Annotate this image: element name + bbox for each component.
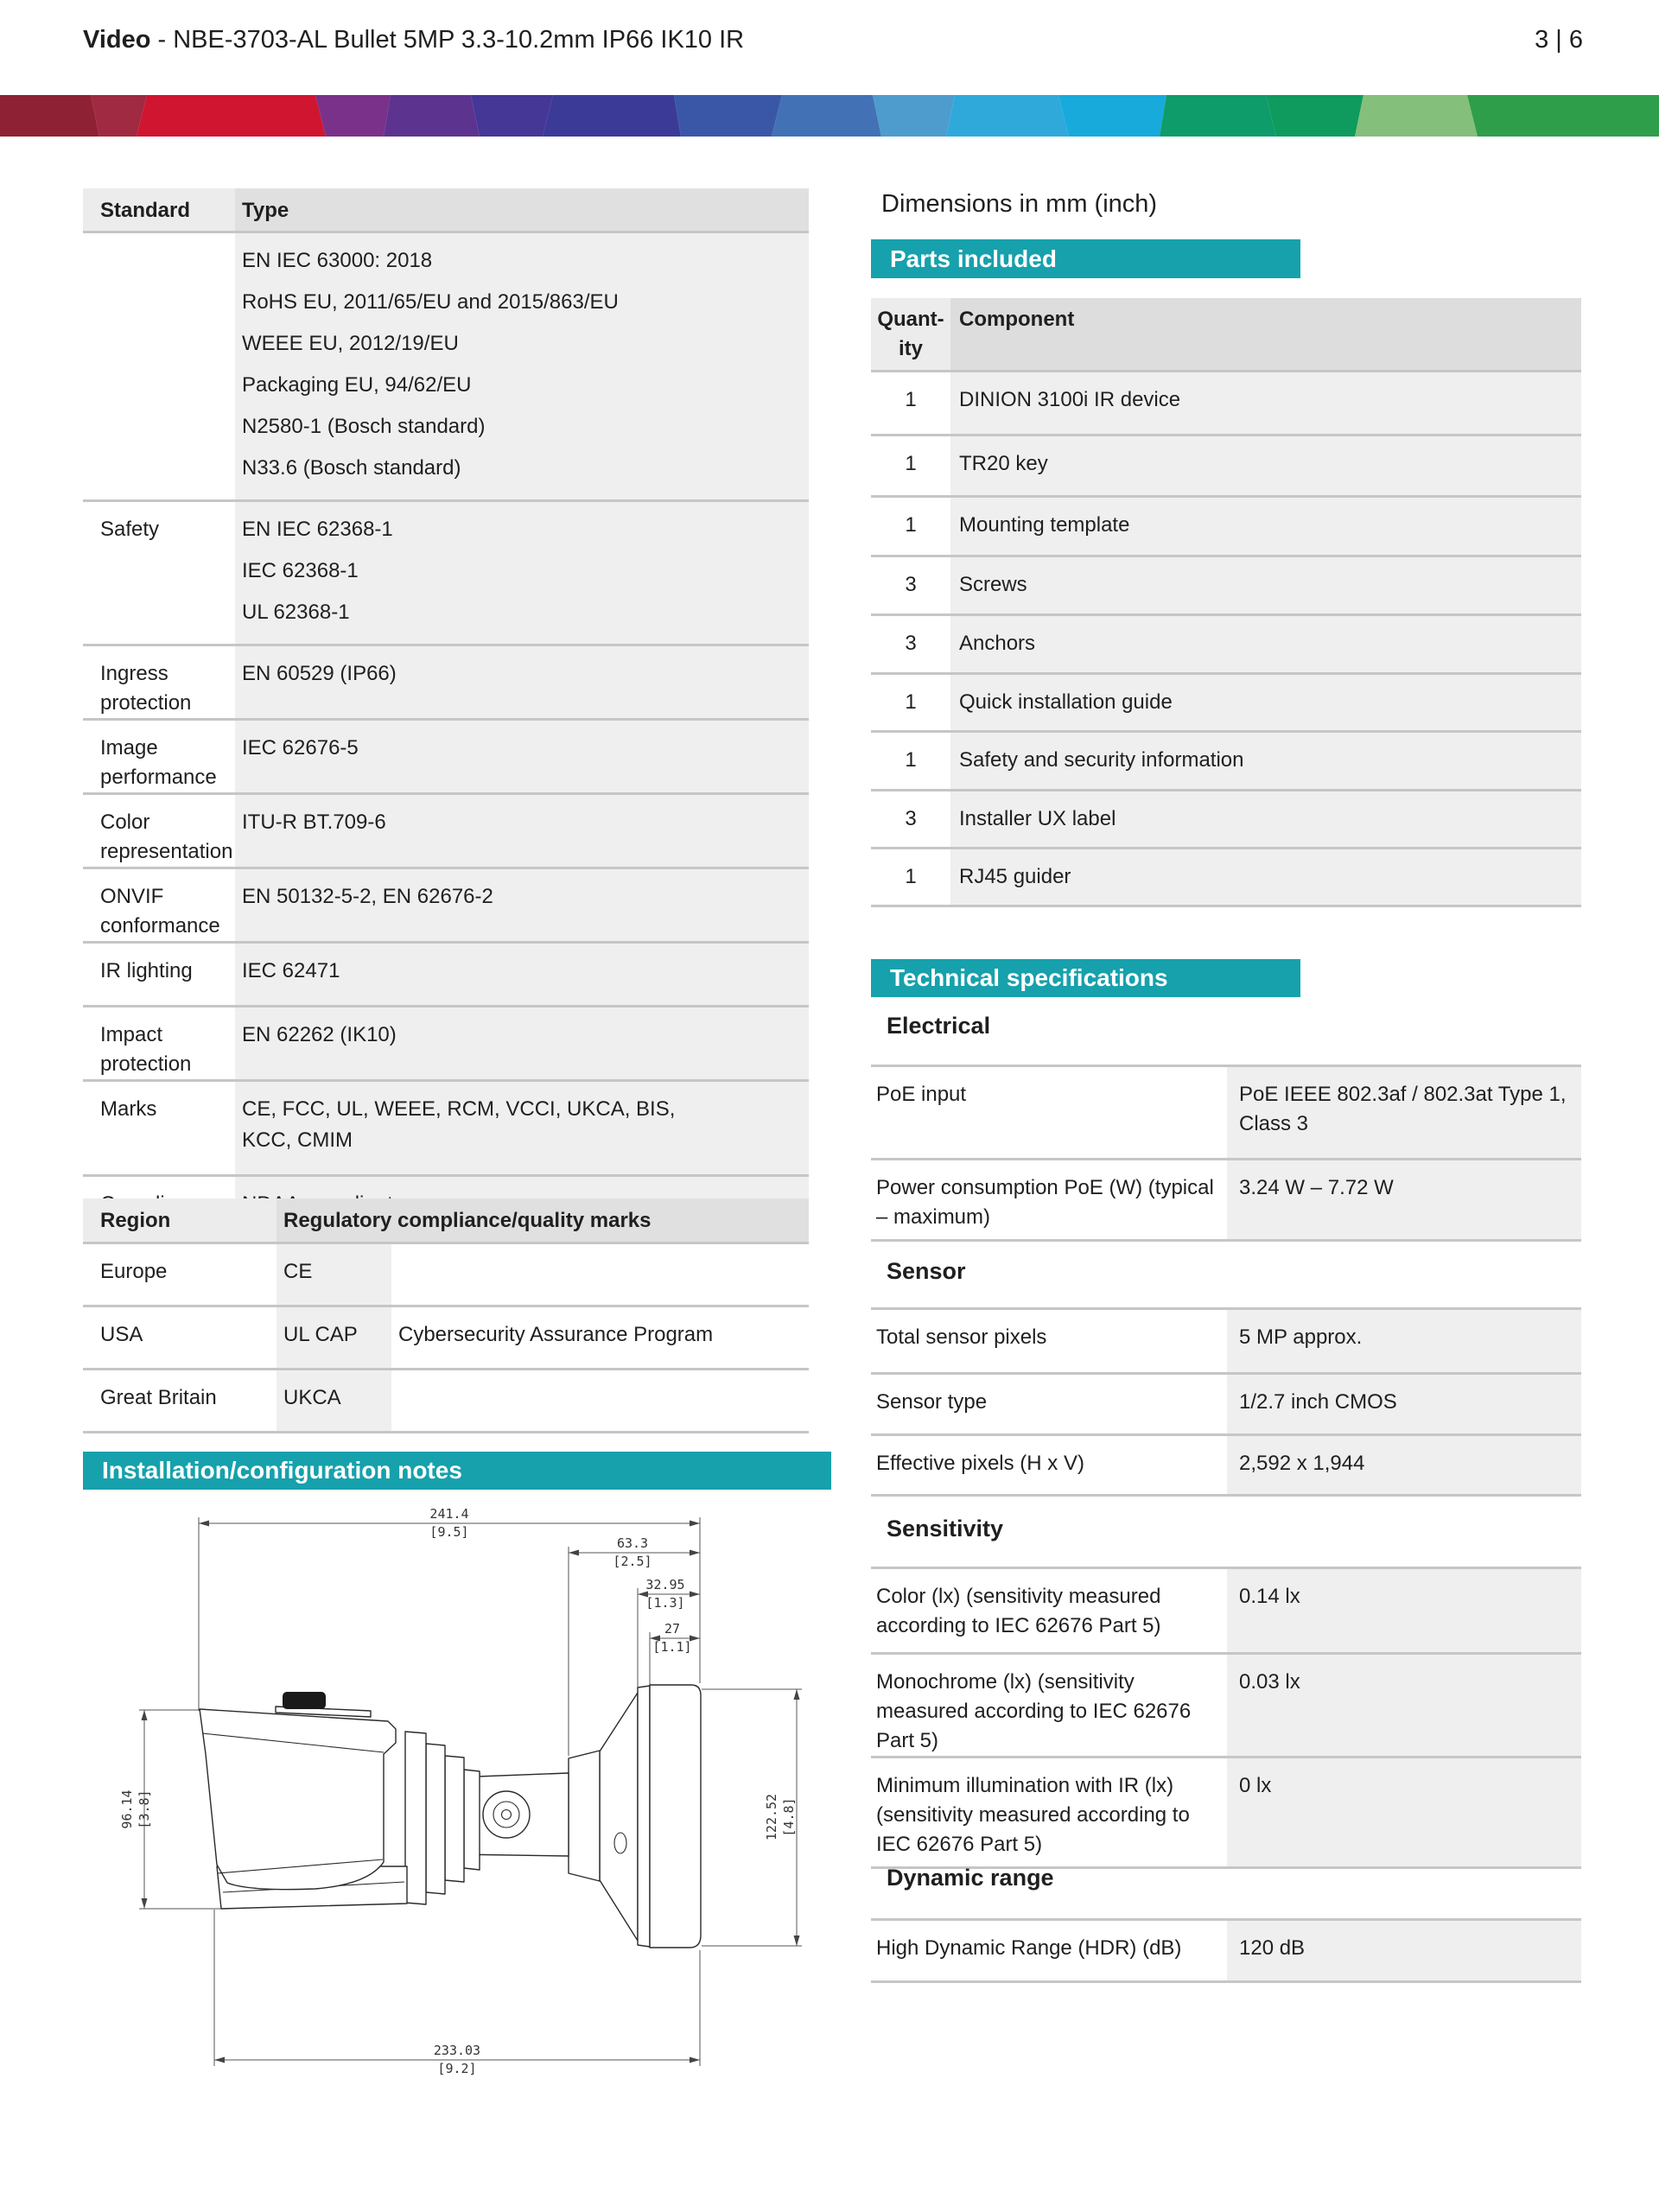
row-label: Ingress protection <box>83 646 235 718</box>
mount-funnel <box>600 1693 638 1941</box>
dim-label: 27 <box>664 1621 681 1637</box>
value-line: WEEE EU, 2012/19/EU <box>242 332 459 355</box>
region-name: Great Britain <box>83 1370 276 1431</box>
row-value <box>235 1082 809 1174</box>
row-label: Image performance <box>83 721 235 792</box>
rear-collar <box>464 1770 480 1870</box>
row-value <box>235 869 809 941</box>
color-segment <box>1160 95 1276 137</box>
mount-plate-outer <box>650 1685 701 1948</box>
table-row <box>83 499 809 644</box>
spec-label: Power consumption PoE (W) (typical – maximum) <box>871 1160 1227 1239</box>
table-row <box>871 555 1581 613</box>
spec-row <box>871 1569 1581 1652</box>
spec-label: High Dynamic Range (HDR) (dB) <box>871 1921 1227 1980</box>
dimension-drawing <box>86 1503 864 2143</box>
table-row <box>871 789 1581 847</box>
table-row <box>83 1368 809 1431</box>
row-label: Impact protection <box>83 1007 235 1079</box>
value-line: N33.6 (Bosch standard) <box>242 456 461 480</box>
table-row <box>83 867 809 941</box>
spec-value: 5 MP approx. <box>1227 1310 1581 1372</box>
parts-table-header <box>871 298 1581 370</box>
part-name: RJ45 guider <box>950 849 1581 905</box>
table-row <box>83 792 809 867</box>
electrical-table <box>871 1065 1581 1242</box>
part-qty: 1 <box>871 675 950 730</box>
dim-label: 32.95 <box>645 1577 685 1592</box>
table-row <box>871 495 1581 555</box>
spec-value: 2,592 x 1,944 <box>1227 1436 1581 1494</box>
sensor-table <box>871 1307 1581 1497</box>
value-line: EN IEC 63000: 2018 <box>242 249 433 272</box>
row-label: ONVIF conformance <box>83 869 235 941</box>
dimensions-note: Dimensions in mm (inch) <box>881 190 1158 218</box>
part-qty: 1 <box>871 498 950 555</box>
adjustment-knob <box>283 1692 326 1709</box>
camera-outline <box>200 1685 701 1948</box>
value-line: KCC, CMIM <box>242 1128 353 1152</box>
row-label: IR lighting <box>83 944 235 1005</box>
dim-label: [9.2] <box>437 2061 477 2076</box>
value-line: IEC 62471 <box>242 959 340 982</box>
install-notes-band <box>83 1452 831 1490</box>
color-segment <box>772 95 881 137</box>
part-qty: 3 <box>871 791 950 847</box>
region-mark: UKCA <box>276 1370 391 1431</box>
row-label <box>83 233 235 499</box>
spec-row <box>871 1310 1581 1372</box>
dim-label: 63.3 <box>616 1535 649 1551</box>
region-mark: UL CAP <box>276 1307 391 1368</box>
tech-specs-title: Technical specifications <box>890 964 1168 991</box>
row-value <box>235 502 809 644</box>
rear-ring-3 <box>445 1756 464 1882</box>
table-row <box>83 941 809 1005</box>
value-line: CE, FCC, UL, WEEE, RCM, VCCI, UKCA, BIS, <box>242 1097 676 1121</box>
table-row <box>871 847 1581 905</box>
region-table <box>83 1198 809 1433</box>
spec-value: 120 dB <box>1227 1921 1581 1980</box>
part-name: Screws <box>950 557 1581 613</box>
value-line: IEC 62676-5 <box>242 736 359 760</box>
region-note <box>391 1370 809 1431</box>
ball-joint <box>483 1791 530 1838</box>
dim-label: [4.8] <box>781 1797 797 1837</box>
part-qty: 3 <box>871 557 950 613</box>
value-line: RoHS EU, 2011/65/EU and 2015/863/EU <box>242 290 619 314</box>
section-heading-electrical: Electrical <box>887 1013 991 1039</box>
spec-value: 3.24 W – 7.72 W <box>1227 1160 1581 1239</box>
spec-label: Color (lx) (sensitivity measured according to IEC 62676 Part 5) <box>871 1569 1227 1652</box>
table-row <box>871 370 1581 434</box>
spec-label: Sensor type <box>871 1375 1227 1433</box>
header-category: Video <box>83 26 151 54</box>
section-heading-sensitivity: Sensitivity <box>887 1516 1004 1541</box>
mount-bracket <box>569 1751 600 1881</box>
spec-label: PoE input <box>871 1067 1227 1158</box>
header-separator: - <box>150 26 174 54</box>
quantity-col-header <box>871 298 950 370</box>
section-heading-sensor: Sensor <box>887 1258 966 1284</box>
page-number: 3 | 6 <box>1535 26 1583 54</box>
spec-row <box>871 1067 1581 1158</box>
rear-ring-2 <box>426 1744 445 1894</box>
header-line: Quant- <box>877 308 944 331</box>
install-notes-title: Installation/configuration notes <box>102 1457 462 1484</box>
table-row <box>871 730 1581 789</box>
table-row <box>83 231 809 499</box>
part-qty: 1 <box>871 849 950 905</box>
spec-label: Effective pixels (H x V) <box>871 1436 1227 1494</box>
spec-row <box>871 1158 1581 1239</box>
value-line: ITU-R BT.709-6 <box>242 810 386 834</box>
dim-label: 122.52 <box>764 1793 779 1841</box>
row-value <box>235 721 809 792</box>
color-segment <box>873 95 955 137</box>
spec-row <box>871 1756 1581 1866</box>
color-segment <box>1467 95 1659 137</box>
spec-value: 0.03 lx <box>1227 1655 1581 1756</box>
part-qty: 1 <box>871 372 950 434</box>
spec-row <box>871 1652 1581 1756</box>
dim-label: 241.4 <box>429 1506 469 1522</box>
value-line: Packaging EU, 94/62/EU <box>242 373 472 397</box>
table-row <box>83 1005 809 1079</box>
dim-label: [9.5] <box>429 1524 469 1540</box>
value-line: UL 62368-1 <box>242 601 350 624</box>
row-value <box>235 1007 809 1079</box>
color-segment <box>946 95 1069 137</box>
region-mark: CE <box>276 1244 391 1305</box>
value-line: EN IEC 62368-1 <box>242 518 393 541</box>
value-line: IEC 62368-1 <box>242 559 359 582</box>
region-table-header <box>83 1198 809 1242</box>
part-name: DINION 3100i IR device <box>950 372 1581 434</box>
table-row <box>871 613 1581 672</box>
part-qty: 1 <box>871 436 950 495</box>
dim-label: 233.03 <box>433 2043 481 2058</box>
regulatory-col-header: Regulatory compliance/quality marks <box>276 1198 809 1242</box>
dim-label: 96.14 <box>119 1789 135 1829</box>
spec-row <box>871 1433 1581 1494</box>
color-segment <box>543 95 681 137</box>
part-name: Safety and security information <box>950 733 1581 789</box>
table-row <box>83 718 809 792</box>
spec-label: Minimum illumination with IR (lx) (sensitivity measured according to IEC 62676 Part 5) <box>871 1758 1227 1866</box>
tech-specs-band <box>871 959 1300 997</box>
dim-label: [2.5] <box>613 1554 652 1569</box>
region-name: Europe <box>83 1244 276 1305</box>
component-col-header: Component <box>950 298 1581 370</box>
region-col-header: Region <box>83 1198 276 1242</box>
value-line: EN 62262 (IK10) <box>242 1023 397 1046</box>
color-segment <box>1058 95 1166 137</box>
part-name: TR20 key <box>950 436 1581 495</box>
value-line: N2580-1 (Bosch standard) <box>242 415 486 438</box>
type-col-header: Type <box>235 188 809 231</box>
parts-included-title: Parts included <box>890 245 1057 272</box>
row-label: Safety <box>83 502 235 644</box>
color-segment <box>315 95 391 137</box>
row-value <box>235 795 809 867</box>
color-segment <box>384 95 480 137</box>
color-segment <box>1266 95 1363 137</box>
header-product-title: NBE-3703-AL Bullet 5MP 3.3-10.2mm IP66 IK10 IR <box>173 26 745 54</box>
spec-value: 1/2.7 inch CMOS <box>1227 1375 1581 1433</box>
row-value <box>235 646 809 718</box>
dim-label: [1.1] <box>652 1639 692 1655</box>
sensitivity-table <box>871 1567 1581 1869</box>
row-value <box>235 233 809 499</box>
section-heading-dynamic-range: Dynamic range <box>887 1865 1054 1891</box>
part-name: Installer UX label <box>950 791 1581 847</box>
brand-color-bar <box>0 95 1659 137</box>
color-segment <box>0 95 99 137</box>
spec-label: Total sensor pixels <box>871 1310 1227 1372</box>
region-name: USA <box>83 1307 276 1368</box>
mount-plate-inner <box>638 1686 650 1947</box>
spec-row <box>871 1372 1581 1433</box>
color-segment <box>137 95 326 137</box>
standards-table <box>83 188 809 1239</box>
table-row <box>83 644 809 718</box>
value-line: EN 60529 (IP66) <box>242 662 397 685</box>
region-note: Cybersecurity Assurance Program <box>391 1307 809 1368</box>
spec-value: 0.14 lx <box>1227 1569 1581 1652</box>
table-row <box>83 1242 809 1305</box>
color-segment <box>471 95 553 137</box>
row-label: Marks <box>83 1082 235 1174</box>
row-label: Color representation <box>83 795 235 867</box>
part-name: Mounting template <box>950 498 1581 555</box>
dim-label: [3.8] <box>137 1789 152 1829</box>
spec-label: Monochrome (lx) (sensitivity measured according to IEC 62676 Part 5) <box>871 1655 1227 1756</box>
header-line: ity <box>898 337 923 360</box>
color-segment <box>1355 95 1478 137</box>
rear-ring-1 <box>405 1732 426 1904</box>
part-qty: 1 <box>871 733 950 789</box>
value-line: EN 50132-5-2, EN 62676-2 <box>242 885 493 908</box>
table-row <box>83 1079 809 1174</box>
part-name: Quick installation guide <box>950 675 1581 730</box>
table-row <box>871 434 1581 495</box>
color-segment <box>674 95 782 137</box>
standards-table-header <box>83 188 809 231</box>
region-note <box>391 1244 809 1305</box>
spec-value: PoE IEEE 802.3af / 802.3at Type 1, Class 3 <box>1227 1067 1581 1158</box>
part-qty: 3 <box>871 616 950 672</box>
spec-row <box>871 1921 1581 1980</box>
dynamic-range-table <box>871 1918 1581 1983</box>
dim-label: [1.3] <box>645 1595 685 1611</box>
spec-value: 0 lx <box>1227 1758 1581 1866</box>
part-name: Anchors <box>950 616 1581 672</box>
parts-included-band <box>871 239 1300 278</box>
document-header <box>83 26 744 54</box>
standards-col-header: Standard <box>83 188 235 231</box>
table-row <box>871 672 1581 730</box>
row-value <box>235 944 809 1005</box>
parts-table <box>871 298 1581 907</box>
table-row <box>83 1305 809 1368</box>
